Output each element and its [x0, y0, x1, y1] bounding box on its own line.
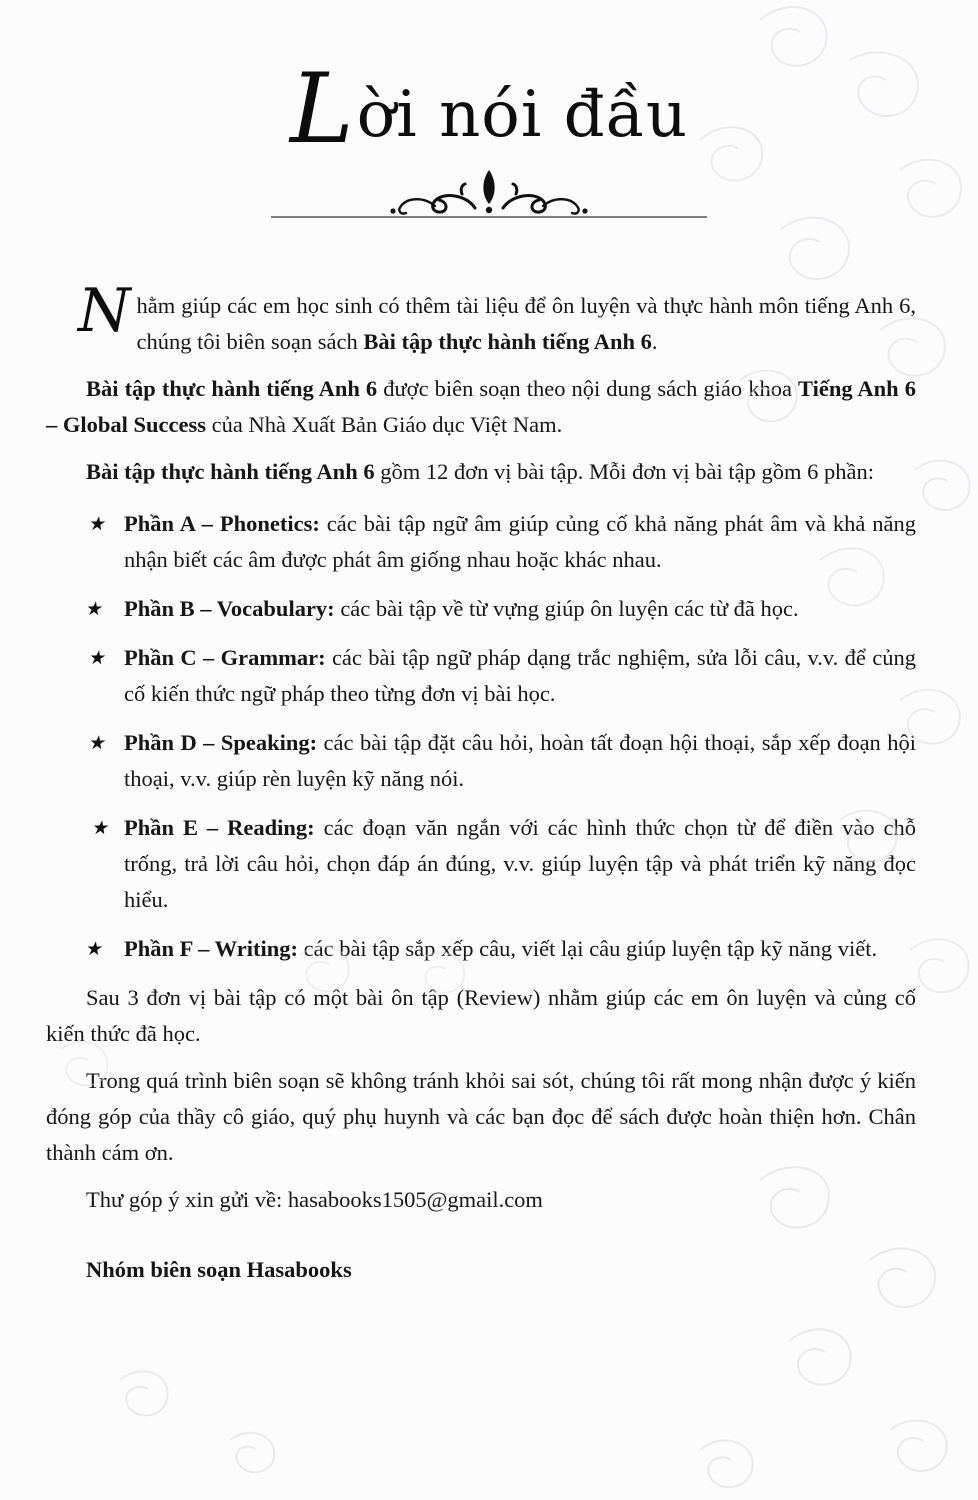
paragraph-structure: Bài tập thực hành tiếng Anh 6 gồm 12 đơn vị bài tập. Mỗi đơn vị bài tập gồm 6 phần:: [86, 459, 874, 484]
ornament-flourish: [271, 170, 707, 217]
list-item-phan-f: [46, 931, 916, 967]
title-swash-initial: L: [289, 53, 355, 165]
section-desc: các bài tập ngữ âm giúp củng cố khả năng phát âm và khả năng nhận biết các âm được phát âm giống nhau hoặc khác nhau.: [124, 511, 916, 572]
book-title-bold: Bài tập thực hành tiếng Anh 6: [363, 329, 652, 354]
book-title-bold: Bài tập thực hành tiếng Anh 6: [86, 459, 375, 484]
book-title-bold: Bài tập thực hành tiếng Anh 6: [86, 376, 378, 401]
star-bullet-icon: ★: [87, 513, 109, 535]
page-title: [0, 53, 978, 165]
section-list: [46, 506, 916, 967]
intro-text: hằm giúp các em học sinh có thêm tài liệu để ôn luyện và thực hành môn tiếng Anh 6, chúng tôi biên soạn sách: [136, 293, 916, 354]
preface-body: [46, 276, 916, 1288]
section-label: Phần F – Writing:: [124, 936, 298, 961]
signature-editorial-team: Nhóm biên soạn Hasabooks: [86, 1257, 352, 1282]
star-bullet-icon: ★: [84, 598, 105, 620]
ornament-divider: [269, 166, 709, 222]
paragraph-apology: Trong quá trình biên soạn sẽ không tránh khỏi sai sót, chúng tôi rất mong nhận được ý kiến đóng góp của thầy cô giáo, quý phụ huynh và các bạn đọc để sách được hoàn thiện hơn. Chân thành cám ơn.: [46, 1068, 916, 1165]
star-bullet-icon: ★: [84, 938, 105, 960]
section-desc: các bài tập về từ vựng giúp ôn luyện các từ đã học.: [334, 596, 799, 621]
list-item-phan-b: [46, 591, 916, 627]
section-desc: các bài tập sắp xếp câu, viết lại câu giúp luyện tập kỹ năng viết.: [297, 936, 878, 961]
list-item-phan-d: [46, 725, 916, 797]
list-item-phan-e: [46, 810, 916, 918]
paragraph-intro: Nhằm giúp các em học sinh có thêm tài liệu để ôn luyện và thực hành môn tiếng Anh 6, chúng tôi biên soạn sách Bài tập thực hành tiếng Anh 6.: [78, 276, 916, 354]
section-desc: các bài tập ngữ pháp dạng trắc nghiệm, sửa lỗi câu, v.v. để củng cố kiến thức ngữ pháp theo từng đơn vị bài học.: [124, 645, 916, 706]
paragraph-contact-email: Thư góp ý xin gửi về: hasabooks1505@gmail.com: [86, 1187, 543, 1212]
star-bullet-icon: ★: [87, 732, 109, 754]
section-label: Phần A – Phonetics:: [124, 511, 320, 536]
star-bullet-icon: ★: [87, 647, 109, 669]
section-desc: các đoạn văn ngắn với các hình thức chọn từ để điền vào chỗ trống, trả lời câu hỏi, chọn đáp án đúng, v.v. giúp luyện tập và phát triển kỹ năng đọc hiểu.: [124, 815, 916, 912]
star-bullet-icon: ★: [90, 817, 112, 839]
page-header: [0, 0, 978, 222]
list-item-phan-a: [46, 506, 916, 578]
paragraph-review: Sau 3 đơn vị bài tập có một bài ôn tập (Review) nhằm giúp các em ôn luyện và củng cố kiến thức đã học.: [46, 985, 916, 1046]
section-desc: các bài tập đặt câu hỏi, hoàn tất đoạn hội thoại, sắp xếp đoạn hội thoại, v.v. giúp rèn luyện kỹ năng nói.: [124, 730, 916, 791]
section-label: Phần B – Vocabulary:: [124, 596, 335, 621]
textbook-title-bold: Tiếng Anh 6 – Global Success: [46, 376, 916, 437]
section-label: Phần C – Grammar:: [124, 645, 326, 670]
title-text: ời nói đầu: [356, 78, 689, 152]
list-item-phan-c: [46, 640, 916, 712]
section-label: Phần D – Speaking:: [124, 730, 318, 755]
dropcap-initial: N: [78, 276, 131, 346]
section-label: Phần E – Reading:: [124, 815, 315, 840]
paragraph-source: Bài tập thực hành tiếng Anh 6 được biên soạn theo nội dung sách giáo khoa Tiếng Anh 6 – Global Success của Nhà Xuất Bản Giáo dục Việt Nam.: [46, 376, 916, 437]
